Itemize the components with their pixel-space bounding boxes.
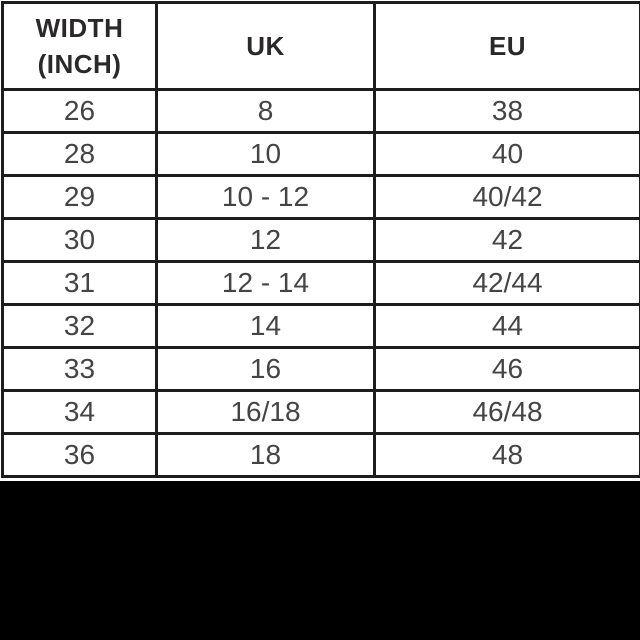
table-cell: 40/42 xyxy=(375,176,640,219)
table-cell: 38 xyxy=(375,90,640,133)
size-conversion-table xyxy=(1,1,640,478)
table-cell: 42 xyxy=(375,219,640,262)
header-width-line1: WIDTH xyxy=(35,13,124,43)
table-row xyxy=(3,434,640,477)
table-row xyxy=(3,90,640,133)
table-cell: 40 xyxy=(375,133,640,176)
table-cell: 16 xyxy=(157,348,375,391)
table-cell: 12 xyxy=(157,219,375,262)
header-width-inch xyxy=(3,3,157,90)
table-cell: 10 xyxy=(157,133,375,176)
table-cell: 10 - 12 xyxy=(157,176,375,219)
table-cell: 33 xyxy=(3,348,157,391)
table-cell: 46/48 xyxy=(375,391,640,434)
table-cell: 30 xyxy=(3,219,157,262)
table-row xyxy=(3,176,640,219)
table-cell: 14 xyxy=(157,305,375,348)
table-cell: 28 xyxy=(3,133,157,176)
bottom-black-bar xyxy=(0,481,640,640)
table-cell: 42/44 xyxy=(375,262,640,305)
header-width-line2: (INCH) xyxy=(37,49,122,79)
table-cell: 8 xyxy=(157,90,375,133)
table-row xyxy=(3,219,640,262)
table-cell: 32 xyxy=(3,305,157,348)
table-cell: 16/18 xyxy=(157,391,375,434)
table-body xyxy=(3,90,640,477)
header-uk: UK xyxy=(157,3,375,90)
table-row xyxy=(3,133,640,176)
table-cell: 44 xyxy=(375,305,640,348)
table-cell: 36 xyxy=(3,434,157,477)
table-cell: 46 xyxy=(375,348,640,391)
table-row xyxy=(3,305,640,348)
header-row xyxy=(3,3,640,90)
table-cell: 48 xyxy=(375,434,640,477)
table-cell: 26 xyxy=(3,90,157,133)
table-row xyxy=(3,348,640,391)
table-cell: 18 xyxy=(157,434,375,477)
table-cell: 31 xyxy=(3,262,157,305)
header-eu: EU xyxy=(375,3,640,90)
table-cell: 12 - 14 xyxy=(157,262,375,305)
table-cell: 34 xyxy=(3,391,157,434)
table-row xyxy=(3,391,640,434)
table-cell: 29 xyxy=(3,176,157,219)
table-row xyxy=(3,262,640,305)
